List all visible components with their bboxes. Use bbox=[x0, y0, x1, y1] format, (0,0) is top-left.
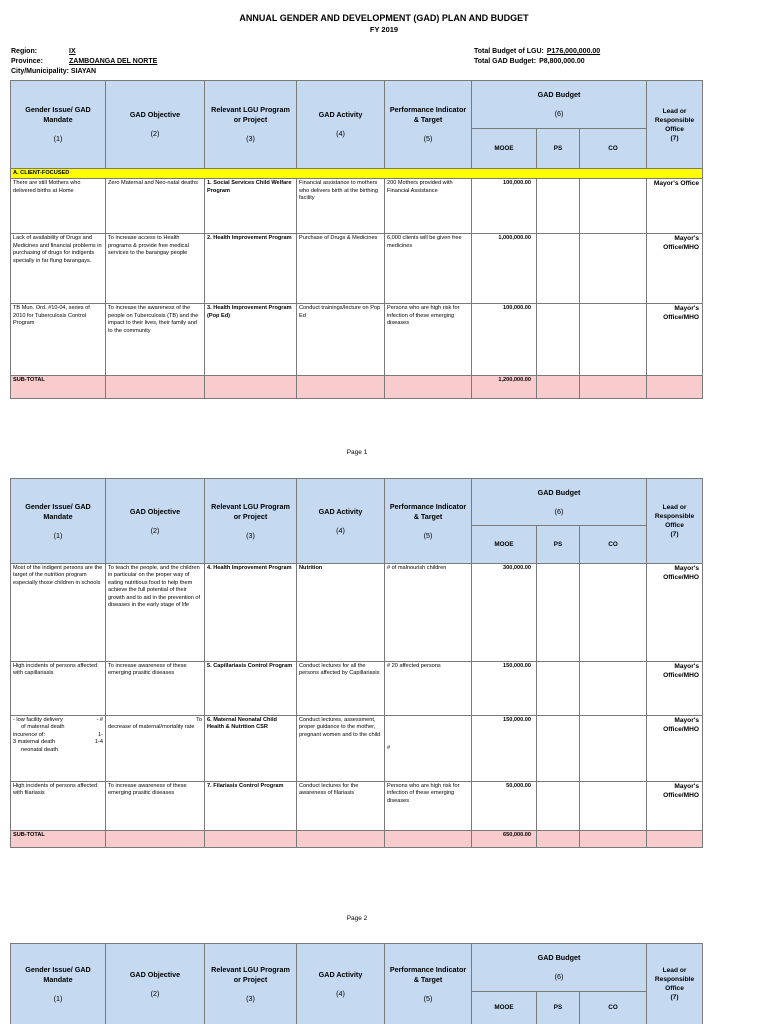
header-gender-issue: Gender Issue/ GAD Mandate (1) bbox=[11, 81, 106, 169]
table-row bbox=[11, 304, 703, 376]
office-cell: Mayor's Office/MHO bbox=[647, 716, 703, 782]
ps-cell bbox=[537, 716, 580, 782]
issue-line: - low facility delivery bbox=[13, 717, 63, 723]
total-gad-label: Total GAD Budget: bbox=[474, 58, 537, 65]
header-co: CO bbox=[580, 129, 647, 169]
ps-cell bbox=[537, 304, 580, 376]
total-lgu-label: Total Budget of LGU: bbox=[474, 48, 544, 55]
program-cell: 6. Maternal Neonatal Child Health & Nutrition CSR bbox=[205, 716, 297, 782]
table-row bbox=[11, 179, 703, 234]
subtotal-row bbox=[11, 831, 703, 848]
table-row bbox=[11, 564, 703, 662]
objective-to: To bbox=[196, 717, 202, 723]
issue-line: of maternal death bbox=[21, 724, 65, 731]
co-cell bbox=[580, 304, 647, 376]
header-ps: PS bbox=[537, 992, 580, 1024]
ps-cell bbox=[537, 179, 580, 234]
program-cell: 5. Capillariasis Control Program bbox=[205, 662, 297, 716]
gender-issue-cell bbox=[11, 716, 106, 782]
issue-line: neonatal death bbox=[21, 746, 59, 753]
mooe-cell: 150,000.00 bbox=[472, 662, 537, 716]
mooe-cell: 1,000,000.00 bbox=[472, 234, 537, 304]
ps-cell bbox=[537, 234, 580, 304]
program-cell: 2. Health Improvement Program bbox=[205, 234, 297, 304]
empty-cell bbox=[580, 376, 647, 399]
subtotal-mooe: 1,200,000.00 bbox=[472, 376, 537, 399]
gender-issue-cell: High incidents of persons affected with filariasis bbox=[11, 782, 106, 831]
mooe-cell: 300,000.00 bbox=[472, 564, 537, 662]
city-label: City/Municipality: bbox=[11, 68, 69, 75]
indicator-cell: # of malnourish children bbox=[385, 564, 472, 662]
gad-table-page-1 bbox=[10, 80, 703, 399]
empty-cell bbox=[580, 831, 647, 848]
header-lead-office: Lead or Responsible Office (7) bbox=[647, 81, 703, 169]
co-cell bbox=[580, 716, 647, 782]
header-lgu-program: Relevant LGU Program or Project (3) bbox=[205, 944, 297, 1024]
empty-cell bbox=[205, 831, 297, 848]
mooe-cell: 150,000.00 bbox=[472, 716, 537, 782]
activity-cell: Conduct lectures, assessment, proper guidance to the mother, pregnant women and to the child bbox=[297, 716, 385, 782]
mooe-cell: 50,000.00 bbox=[472, 782, 537, 831]
province-value: ZAMBOANGA DEL NORTE bbox=[69, 58, 158, 65]
header-co: CO bbox=[580, 526, 647, 564]
header-lead-office: Lead or Responsible Office (7) bbox=[647, 479, 703, 564]
empty-cell bbox=[297, 831, 385, 848]
office-cell: Mayor's Office bbox=[647, 179, 703, 234]
activity-cell: Financial assistance to mothers who delivers birth at the birthing facility bbox=[297, 179, 385, 234]
header-co: CO bbox=[580, 992, 647, 1024]
co-cell bbox=[580, 179, 647, 234]
header-lgu-program: Relevant LGU Program or Project (3) bbox=[205, 479, 297, 564]
indicator-cell: 200 Mothers provided with Financial Assistance bbox=[385, 179, 472, 234]
objective-cell: Zero Maternal and Neo-natal deaths bbox=[106, 179, 205, 234]
header-performance-indicator: Performance Indicator & Target (5) bbox=[385, 479, 472, 564]
office-cell: Mayor's Office/MHO bbox=[647, 564, 703, 662]
page-number-2: Page 2 bbox=[346, 915, 368, 922]
gender-issue-cell: TB Mun. Ord. #10-04, series of 2010 for Tuberculosis Control Program bbox=[11, 304, 106, 376]
header-gad-objective: GAD Objective (2) bbox=[106, 479, 205, 564]
objective-cell: To increase access to Health programs & provide free medical services to the barangay people bbox=[106, 234, 205, 304]
activity-cell: Conduct lectures for all the persons affected by Capillariasis bbox=[297, 662, 385, 716]
total-lgu-value: P176,000,000.00 bbox=[546, 48, 601, 55]
header-ps: PS bbox=[537, 129, 580, 169]
objective-text: decrease of maternal/mortality rate bbox=[108, 724, 195, 731]
header-gad-activity: GAD Activity (4) bbox=[297, 944, 385, 1024]
header-ps: PS bbox=[537, 526, 580, 564]
indicator-cell: Persons who are high risk for infection of these emerging diseases bbox=[385, 304, 472, 376]
issue-line: 1-4 bbox=[94, 739, 103, 746]
table-row bbox=[11, 782, 703, 831]
objective-cell: To increase awareness of these emerging prasitic diseases bbox=[106, 662, 205, 716]
gad-table-page-3 bbox=[10, 943, 703, 1024]
header-lead-office: Lead or Responsible Office (7) bbox=[647, 944, 703, 1024]
office-cell: Mayor's Office/MHO bbox=[647, 782, 703, 831]
header-gad-activity: GAD Activity (4) bbox=[297, 479, 385, 564]
header-gad-budget: GAD Budget (6) bbox=[472, 479, 647, 526]
activity-cell: Conduct trainings/lecture on Pop Ed bbox=[297, 304, 385, 376]
empty-cell bbox=[106, 831, 205, 848]
empty-cell bbox=[106, 376, 205, 399]
indicator-cell: # bbox=[385, 716, 472, 782]
objective-cell: To increase the awareness of the people on Tuberculosis (TB) and the impact to their lives, their family and to the community bbox=[106, 304, 205, 376]
table-row bbox=[11, 716, 703, 782]
total-gad-value: P8,800,000.00 bbox=[539, 58, 585, 65]
ps-cell bbox=[537, 782, 580, 831]
co-cell bbox=[580, 234, 647, 304]
subtotal-label: SUB-TOTAL bbox=[11, 831, 106, 848]
subtotal-mooe: 650,000.00 bbox=[472, 831, 537, 848]
header-gender-issue: Gender Issue/ GAD Mandate (1) bbox=[11, 479, 106, 564]
subtotal-row bbox=[11, 376, 703, 399]
indicator-cell: 6,000 clients will be given free medicines bbox=[385, 234, 472, 304]
co-cell bbox=[580, 564, 647, 662]
empty-cell bbox=[385, 376, 472, 399]
empty-cell bbox=[205, 376, 297, 399]
co-cell bbox=[580, 782, 647, 831]
gad-table-page-2 bbox=[10, 478, 703, 848]
office-cell: Mayor's Office/MHO bbox=[647, 662, 703, 716]
fiscal-year: FY 2019 bbox=[369, 25, 399, 34]
ps-cell bbox=[537, 564, 580, 662]
province-label: Province: bbox=[11, 58, 43, 65]
gender-issue-cell: Most of the indigent persons are the target of the nutrition program especially those children in schools bbox=[11, 564, 106, 662]
indicator-cell: # 20 affected persons bbox=[385, 662, 472, 716]
document-title: ANNUAL GENDER AND DEVELOPMENT (GAD) PLAN AND BUDGET bbox=[239, 13, 529, 23]
program-cell: 1. Social Services Child Welfare Program bbox=[205, 179, 297, 234]
header-gad-budget: GAD Budget (6) bbox=[472, 944, 647, 992]
region-value: IX bbox=[69, 48, 76, 55]
header-gad-budget: GAD Budget (6) bbox=[472, 81, 647, 129]
ps-cell bbox=[537, 662, 580, 716]
program-cell: 7. Filariasis Control Program bbox=[205, 782, 297, 831]
objective-cell: To increase awareness of these emerging prasitic diseases bbox=[106, 782, 205, 831]
gender-issue-cell: High incidents of persons affected with capillariasis bbox=[11, 662, 106, 716]
gender-issue-cell: Lack of availability of Drugs and Medicines and financial problems in purchasing of drugs for indigents specially in far flung barangays. bbox=[11, 234, 106, 304]
header-mooe: MOOE bbox=[472, 992, 537, 1024]
issue-line: incurence of: bbox=[13, 731, 46, 738]
activity-cell: Nutrition bbox=[297, 564, 385, 662]
header-mooe: MOOE bbox=[472, 129, 537, 169]
issue-line: 1- bbox=[98, 731, 103, 738]
location-info bbox=[11, 47, 157, 77]
empty-cell bbox=[297, 376, 385, 399]
mooe-cell: 100,000.00 bbox=[472, 179, 537, 234]
program-cell: 4. Health Improvement Program bbox=[205, 564, 297, 662]
office-cell: Mayor's Office/MHO bbox=[647, 304, 703, 376]
header-gad-objective: GAD Objective (2) bbox=[106, 81, 205, 169]
budget-info bbox=[474, 47, 600, 67]
empty-cell bbox=[537, 376, 580, 399]
header-performance-indicator: Performance Indicator & Target (5) bbox=[385, 81, 472, 169]
issue-line: 3 maternal death bbox=[13, 739, 55, 746]
indicator-cell: Persons who are high risk for infection of these emerging diseases bbox=[385, 782, 472, 831]
table-row bbox=[11, 662, 703, 716]
mooe-cell: 100,000.00 bbox=[472, 304, 537, 376]
category-client-focused: A. CLIENT-FOCUSED bbox=[11, 169, 703, 179]
empty-cell bbox=[537, 831, 580, 848]
gender-issue-cell: There are still Mothers who delivered births at Home bbox=[11, 179, 106, 234]
issue-line: - # bbox=[96, 717, 103, 723]
program-cell: 3. Health Improvement Program (Pop Ed) bbox=[205, 304, 297, 376]
header-gad-objective: GAD Objective (2) bbox=[106, 944, 205, 1024]
objective-cell: To teach the people, and the children in particular on the proper way of eating nutritious food to help them achieve the full potential of their growth and to aid in the prevention of diseases in the early stage of life bbox=[106, 564, 205, 662]
empty-cell bbox=[647, 831, 703, 848]
objective-cell bbox=[106, 716, 205, 782]
subtotal-label: SUB-TOTAL bbox=[11, 376, 106, 399]
header-performance-indicator: Performance Indicator & Target (5) bbox=[385, 944, 472, 1024]
co-cell bbox=[580, 662, 647, 716]
empty-cell bbox=[385, 831, 472, 848]
region-label: Region: bbox=[11, 48, 38, 55]
activity-cell: Purchase of Drugs & Medicines bbox=[297, 234, 385, 304]
page-number-1: Page 1 bbox=[346, 449, 368, 456]
header-lgu-program: Relevant LGU Program or Project (3) bbox=[205, 81, 297, 169]
header-gad-activity: GAD Activity (4) bbox=[297, 81, 385, 169]
empty-cell bbox=[647, 376, 703, 399]
activity-cell: Conduct lectures for the awareness of filariasis bbox=[297, 782, 385, 831]
office-cell: Mayor's Office/MHO bbox=[647, 234, 703, 304]
header-mooe: MOOE bbox=[472, 526, 537, 564]
city-value: SIAYAN bbox=[70, 68, 97, 75]
header-gender-issue: Gender Issue/ GAD Mandate (1) bbox=[11, 944, 106, 1024]
table-row bbox=[11, 234, 703, 304]
